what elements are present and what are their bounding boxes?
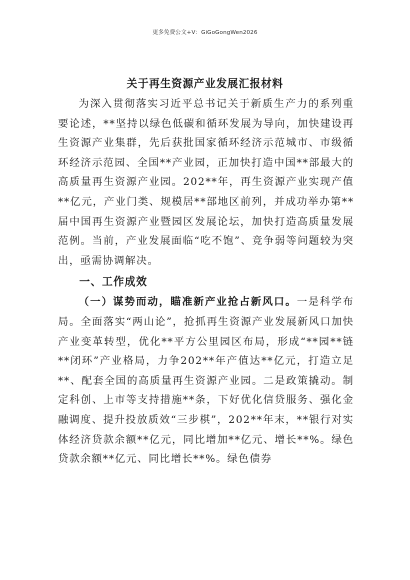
- section-heading: 一、工作成效: [79, 276, 148, 289]
- header-note: 更多免费公文+V：GiGoGongWen2026: [152, 30, 258, 36]
- document-body: [58, 95, 354, 470]
- subsection-paragraph: [58, 293, 354, 469]
- subsection-heading: （一）谋势而动，瞄准新产业抢占新风口。: [78, 296, 297, 309]
- subsection-body: 一是科学布局。全面落实“两山论”，抢抓再生资源产业发展新风口加快产业变革转型，优化**平方公里园区布局，形成“**园**链**闭环”产业格局，力争202**年产值达**亿元，打造立足**、配套全国的高质量再生资源产业园。二是政策撬动。制定科创、上市等支持措施**条，下好优化信贷服务、强化金融调度、提升投放质效“三步棋”，202**年末，**银行对实体经济贷款余额**亿元，同比增加**亿元、增长**%。绿色贷款余额**亿元、同比增长**%。绿色债券: [58, 296, 355, 466]
- intro-paragraph: 为深入贯彻落实习近平总书记关于新质生产力的系列重要论述，**坚持以绿色低碳和循环发展为导向，加快建设再生资源产业集群，先后获批国家循环经济示范城市、市级循环经济示范园、全国**产业园，正加快打造中国**部最大的高质量再生资源产业园。202**年，再生资源产业实现产值**亿元，产业门类、规模居**部地区前列，并成功举办第**届中国再生资源产业暨园区发展论坛，加快打造高质量发展范例。当前，产业发展面临“吃不饱”、竞争弱等问题较为突出，亟需协调解决。: [58, 98, 354, 267]
- document-title: 关于再生资源产业发展汇报材料: [126, 78, 284, 90]
